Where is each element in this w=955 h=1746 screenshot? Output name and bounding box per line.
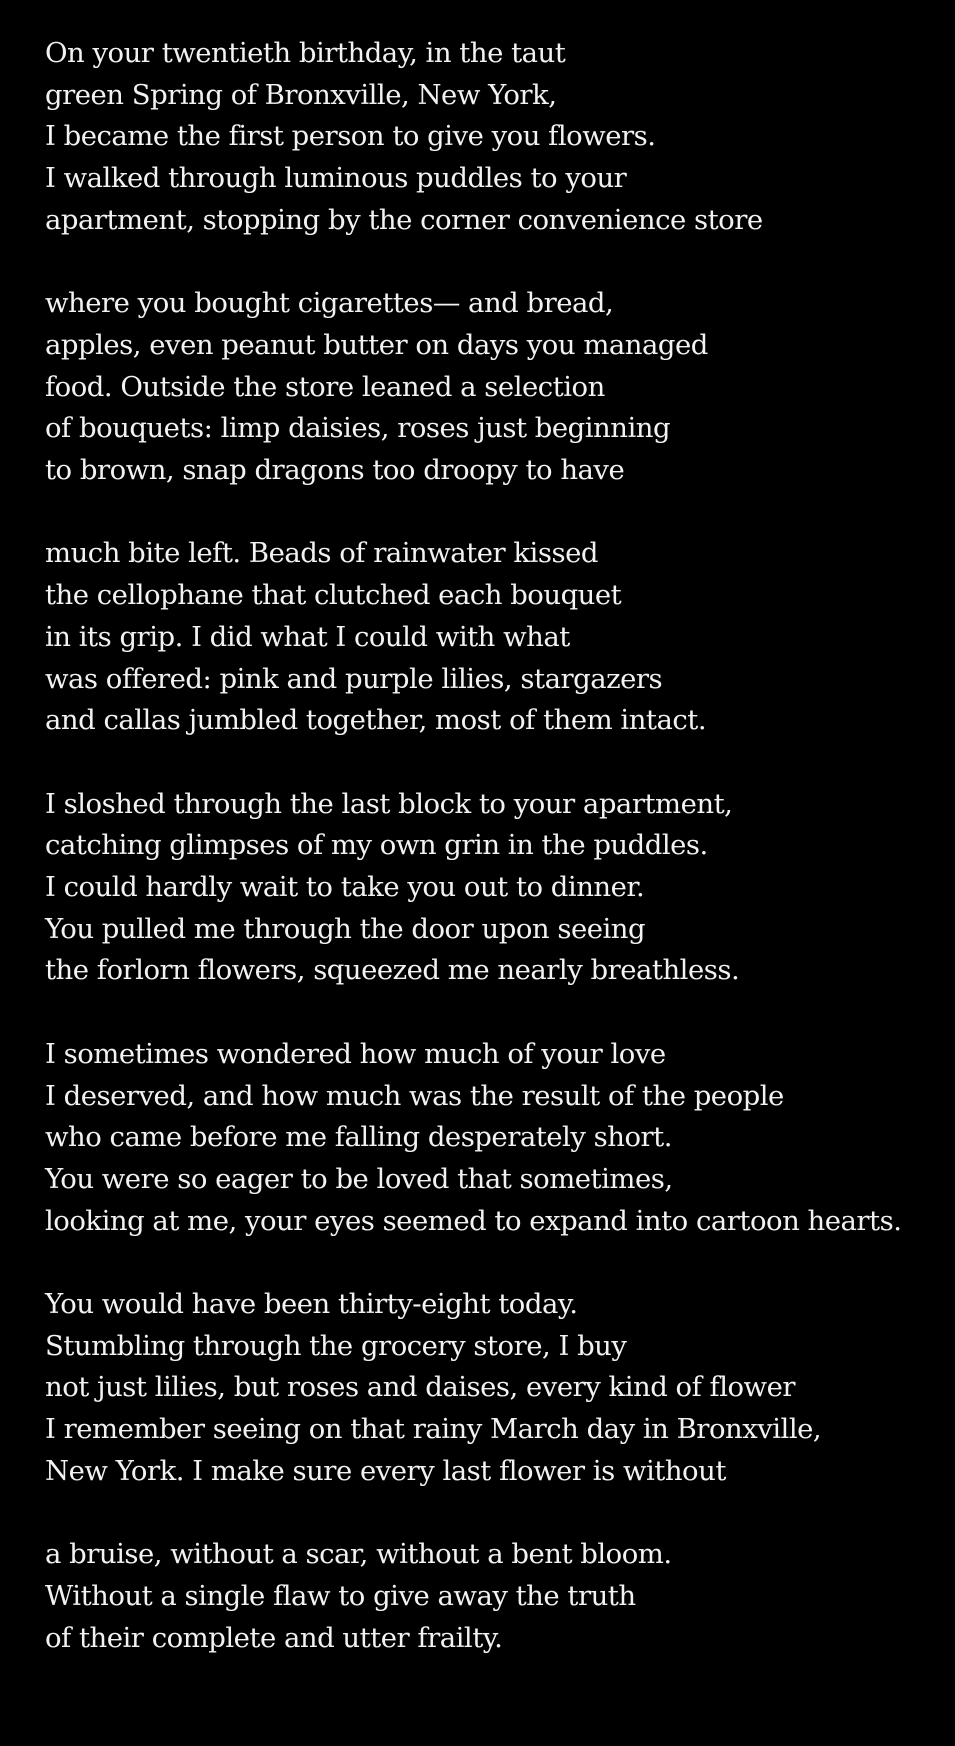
poem-line: in its grip. I did what I could with what: [45, 620, 570, 653]
stanza: [45, 1034, 945, 1243]
poem-line: the cellophane that clutched each bouquet: [45, 579, 622, 612]
poem-line: was offered: pink and purple lilies, stargazers: [45, 662, 663, 695]
poem-line: apartment, stopping by the corner convenience store: [45, 203, 763, 236]
poem-line: You would have been thirty-eight today.: [45, 1288, 578, 1321]
poem-line: Stumbling through the grocery store, I buy: [45, 1329, 627, 1362]
poem-line: I walked through luminous puddles to your: [45, 162, 627, 195]
poem-line: the forlorn flowers, squeezed me nearly breathless.: [45, 954, 740, 987]
poem-line: I sometimes wondered how much of your love: [45, 1037, 666, 1070]
poem-line: I remember seeing on that rainy March day in Bronxville,: [45, 1413, 822, 1446]
stanza: [45, 1284, 945, 1493]
poem-line: and callas jumbled together, most of them intact.: [45, 704, 707, 737]
poem-text: [45, 33, 945, 1659]
poem-line: much bite left. Beads of rainwater kissed: [45, 537, 598, 570]
poem-line: not just lilies, but roses and daises, every kind of flower: [45, 1371, 796, 1404]
stanza: [45, 784, 945, 993]
poem-line: New York. I make sure every last flower is without: [45, 1454, 726, 1487]
poem-line: Without a single flaw to give away the truth: [45, 1579, 636, 1612]
stanza: [45, 33, 945, 242]
poem-line: You pulled me through the door upon seeing: [45, 912, 646, 945]
poem-line: I sloshed through the last block to your apartment,: [45, 787, 733, 820]
poem-line: of bouquets: limp daisies, roses just beginning: [45, 412, 671, 445]
poem-line: You were so eager to be loved that sometimes,: [45, 1162, 673, 1195]
poem-line: to brown, snap dragons too droopy to have: [45, 454, 625, 487]
poem-line: of their complete and utter frailty.: [45, 1621, 503, 1654]
stanza: [45, 533, 945, 742]
poem-line: On your twentieth birthday, in the taut: [45, 37, 566, 69]
poem-line: I deserved, and how much was the result of the people: [45, 1079, 784, 1112]
stanza: [45, 1534, 945, 1659]
poem-line: looking at me, your eyes seemed to expand into cartoon hearts.: [45, 1204, 902, 1237]
stanza: [45, 283, 945, 492]
poem-line: apples, even peanut butter on days you managed: [45, 328, 708, 361]
poem-line: food. Outside the store leaned a selection: [45, 370, 605, 403]
poem-line: who came before me falling desperately short.: [45, 1121, 672, 1154]
poem-line: I became the first person to give you flowers.: [45, 120, 656, 153]
poem-line: where you bought cigarettes— and bread,: [45, 287, 614, 320]
poem-line: a bruise, without a scar, without a bent bloom.: [45, 1538, 672, 1571]
poem-line: catching glimpses of my own grin in the puddles.: [45, 829, 708, 862]
poem-line: green Spring of Bronxville, New York,: [45, 78, 557, 111]
poem-line: I could hardly wait to take you out to dinner.: [45, 871, 645, 904]
